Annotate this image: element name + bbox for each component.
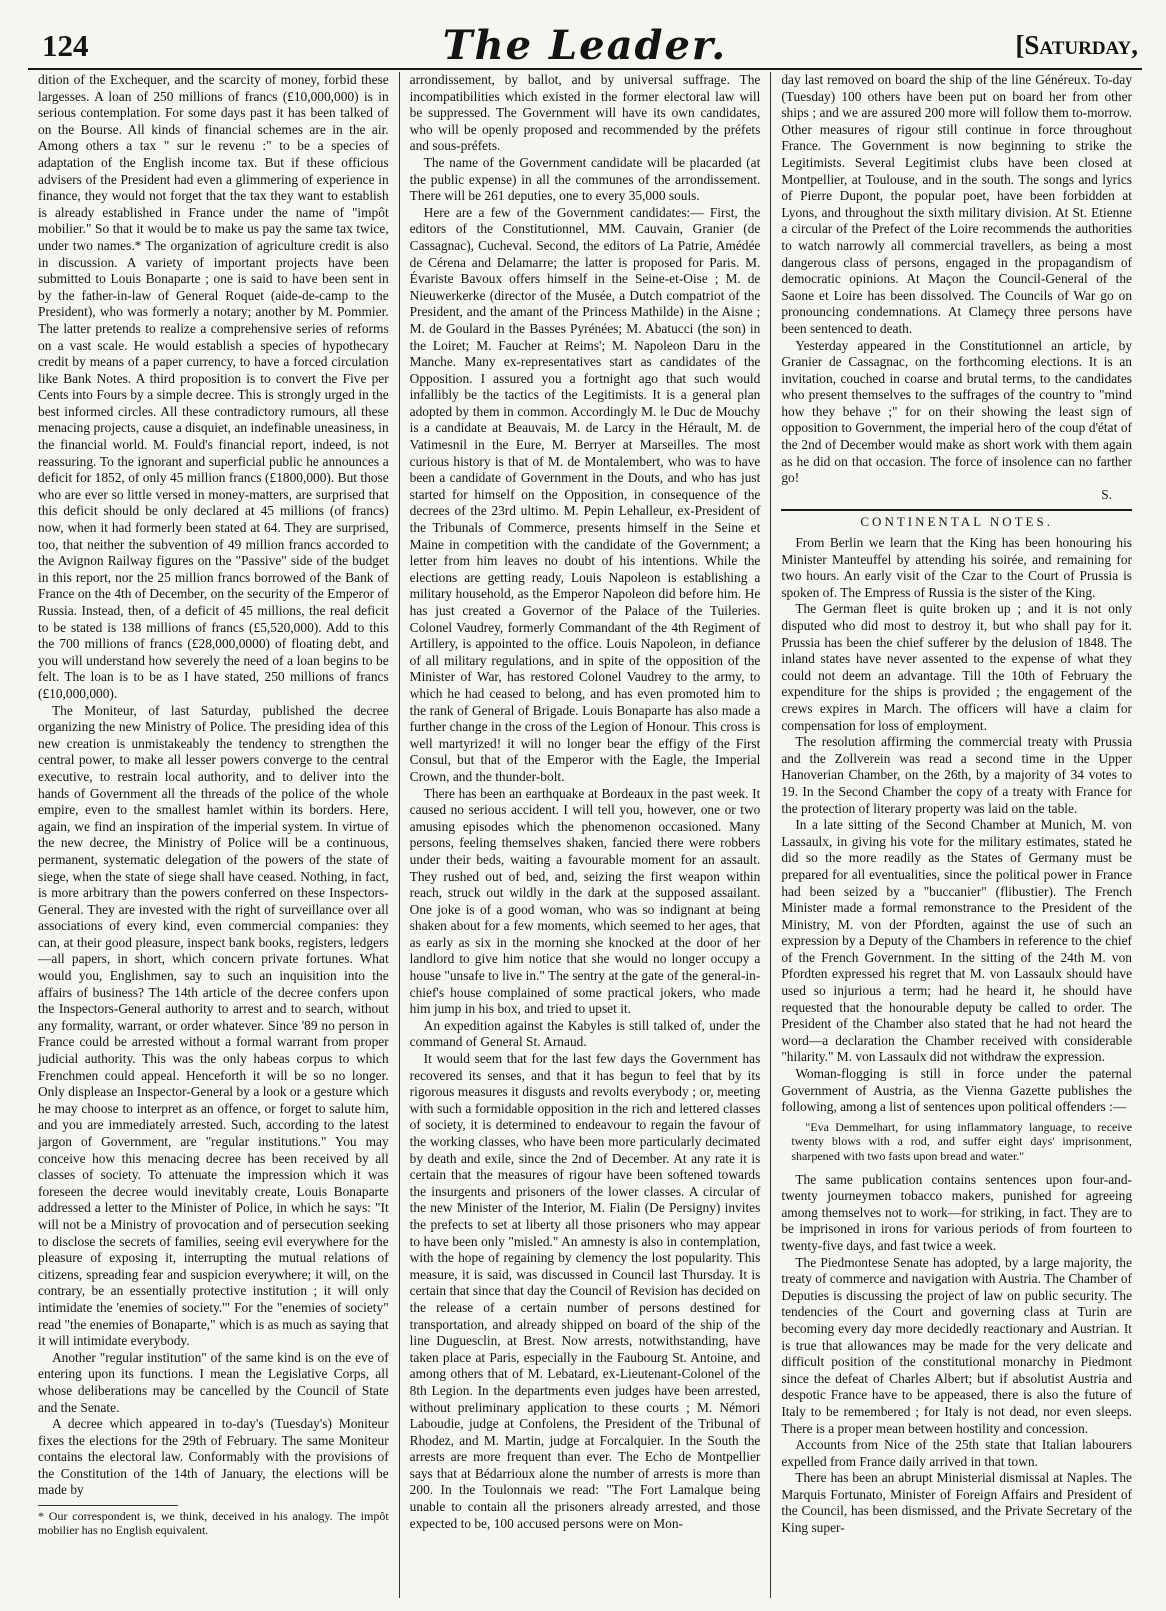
- footnote-divider: [38, 1505, 178, 1506]
- paragraph: The same publication contains sentences upon four-and-twenty journeymen tobacco makers, punished for agreeing among themselves not to work—for striking, in fact. They are to be imprisoned in irons for various periods of from fourteen to twenty-five days, and fast twice a week.: [781, 1171, 1133, 1253]
- paragraph: An expedition against the Kabyles is still talked of, under the command of General St. Arnaud.: [409, 1017, 761, 1050]
- paragraph: From Berlin we learn that the King has been honouring his Minister Manteuffel by attending his soirée, and remaining for two hours. An early visit of the Czar to the Court of Prussia is spoken of. The Empress of Russia is the sister of the King.: [781, 535, 1133, 600]
- issue-day: [Saturday,: [1015, 30, 1138, 60]
- column-3: [770, 72, 1142, 1598]
- page-number: 124: [42, 28, 89, 63]
- paragraph: Another "regular institution" of the same kind is on the eve of entering upon its functions. I mean the Legislative Corps, all whose deliberations may be cancelled by the Council of State and the Senate.: [38, 1349, 389, 1415]
- paragraph: In a late sitting of the Second Chamber at Munich, M. von Lassaulx, in giving his vote for the military estimates, stated he did so the more readily as the States of Germany must be prepared for all eventualities, since the political power in France had been seized by a "buccanier" (flibustier). The French Minister made a formal remonstrance to the President of the Ministry, M. von der Pfordten, against the use of such an expression by a Deputy of the Chambers in reference to the chief of the French Government. In the sitting of the 24th M. von Pfordten expressed his regret that M. von Lassaulx should have used so injurious a term; had he heard it, he should have requested that the honourable deputy be called to order. The President of the Chamber also stated that he had not heard the word—a declaration the Chamber received with considerable "hilarity." M. von Lassaulx did not withdraw the expression.: [781, 817, 1133, 1065]
- paragraph: Accounts from Nice of the 25th state that Italian labourers expelled from France daily arrived in that town.: [781, 1437, 1133, 1469]
- section-heading: CONTINENTAL NOTES.: [860, 514, 1053, 530]
- paragraph: There has been an abrupt Ministerial dismissal at Naples. The Marquis Fortunato, Minister of Foreign Affairs and President of the Council, has been dismissed, and the Private Secretary of the King super-: [781, 1470, 1133, 1536]
- newspaper-title: The Leader.: [442, 22, 728, 69]
- paragraph: dition of the Exchequer, and the scarcity of money, forbid these largesses. A loan of 250 millions of francs (£10,000,000) is in serious contemplation. For some days past it has been talked of on the Bourse. All kinds of financial schemes are in the air. Among others a tax " sur le revenu :" to be a species of adaptation of the English income tax. But if these officious advisers of the President had even a glimmering of experience in finance, they would not forget that the tax they want to establish is already established in France under the name of "impôt mobilier." So that it would be to make us pay the same tax twice, under two names.* The organization of agriculture credit is also in discussion. A variety of important projects have been submitted to Louis Bonaparte ; one is said to have been sent in by the father-in-law of General Roquet (aide-de-camp to the President), who was formerly a notary; another by M. Pommier. The latter pretends to realize a comprehensive series of reforms on a vast scale. He would establish a species of hypothecary credit by means of a paper currency, to have a forced circulation like Bank Notes. A third proposition is to convert the Five per Cents into Fours by a simple decree. This is strongly urged in the best informed circles. All these contradictory rumours, all these menacing projects, cause a disquiet, an indefinable uneasiness, in the financial world. M. Fould's financial report, indeed, is not reassuring. To the ignorant and superficial public he announces a deficit for 1852, of only 45 million francs (£1800,000). But those who are ever so little versed in money-matters, are surprised that this deficit should be only declared at 45 millions (of francs) now, when it had formerly been stated at 64. They are surprised, too, that neither the subvention of 49 million francs accorded to the Avignon Railway figures on the "Passive" side of the budget in this report, nor the 25 million francs borrowed of the Bank of France on the 4th of December, on the security of the Emperor of Russia. Instead, then, of a deficit of 45 millions, the real deficit to be stated is 138 millions of francs (£5,520,000). Add to this the 700 millions of francs (£28,000,0000) of floating debt, and you will understand how severely the need of a loan begins to be felt. The loan is to be as I have stated, 250 millions of francs (£10,000,000).: [38, 72, 389, 701]
- correspondent-signature: S.: [1101, 486, 1113, 502]
- section-divider: [781, 509, 1132, 511]
- paragraph: It would seem that for the last few days the Government has recovered its senses, and that it has begun to feel that by its rigorous measures it disgusts and revolts everybody ; or, meeting with such a formidable opposition in the rich and lettered classes of society, it is determined to endeavour to regain the favour of the working classes, who have been more particularly decimated by death and exile, since the 2nd of December. At any rate it is certain that the measures of rigour have been softened towards the insurgents and prisoners of the lower classes. A circular of the new Minister of the Interior, M. Fialin (De Persigny) invites the prefects to set at liberty all those prisoners who may appear to have been only "misled." An amnesty is also in contemplation, with the hope of regaining by clemency the lost popularity. This measure, it is said, was discussed in Council last Thursday. It is certain that since that day the Council of Revision has decided on the release of a certain number of persons destined for transportation, and already shipped on board of the ship of the line Duguesclin, at Brest. Now arrests, notwithstanding, have taken place at Paris, especially in the Faubourg St. Antoine, and among others that of M. Lebatard, ex-Lieutenant-Colonel of the 8th Legion. In the departments even judges have been arrested, without preliminary application to these courts ; M. Némori Laboudie, judge at Confolens, the President of the Tribunal of Rhodez, and M. Martin, judge at Forcalquier. In the South the arrests are more frequent than ever. The Echo de Montpellier says that at Bédarrioux alone the number of arrests is more than 200. In the Toulonnais we read: "The Fort Lamalque being unable to contain all the prisoners already arrested, and those expected to be, 100 accused persons were on Mon-: [409, 1051, 761, 1531]
- paragraph: There has been an earthquake at Bordeaux in the past week. It caused no serious accident. I will tell you, however, one or two amusing episodes which the phenomenon occasioned. Many persons, feeling themselves shaken, fancied there were robbers under their beds, waiting a favourable moment for an assault. They rushed out of bed, and, seizing the first weapon within reach, struck out wildly in the dark at the supposed assailant. One joke is of a good woman, who was so indignant at being shaken about for a few moments, which seemed to her ages, that as early as six in the morning she knocked at the door of her landlord to give him notice that she would no longer occupy a house "unsafe to live in." The sentry at the gate of the general-in-chief's house complained of some practical jokers, who made him jump in his box, and tried to upset it.: [409, 785, 761, 1017]
- column-2: [399, 72, 771, 1598]
- paragraph: day last removed on board the ship of the line Généreux. To-day (Tuesday) 100 others have been put on board her from other ships ; and we are assured 200 more will follow them to-morrow. Other measures of rigour still continue in force throughout France. The Government is now beginning to strike the Legitimists. Several Legitimist clubs have been closed at Montpellier, at Toulouse, and in the south. The songs and lyrics of Pierre Dupont, the popular poet, have been forbidden at Lyons, and throughout the sixth military division. At St. Etienne a circular of the Prefect of the Loire recommends the authorities to watch narrowly all commercial travellers, as being a most dangerous class of persons, engaged in the propagandism of democratic opinions. At Maçon the Council-General of the Saone et Loire has been dissolved. The Councils of War go on pronouncing condemnations. At Clameçy three persons have been sentenced to death.: [781, 72, 1133, 336]
- paragraph: Here are a few of the Government candidates:— First, the editors of the Constitutionnel, MM. Cauvain, Granier (de Cassagnac), Cucheval. Second, the editors of La Patrie, Amédée de Cérena and Delamarre; the latter is proposed for Paris. M. Évariste Bavoux offers himself in the Seine-et-Oise ; M. de Nieuwerkerke (director of the Musée, a Dutch compatriot of the President, and the amant of the Princess Mathilde) in the Aisne ; M. de Goulard in the Basses Pyrénées; M. Abatucci (the son) in the Loiret; M. Faucher at Reims'; M. Napoleon Daru in the Manche. Many ex-representatives start as candidates of the Opposition. I assured you a fortnight ago that such would infallibly be the tactics of the Legitimists. It is a general plan adopted by them in common. Accordingly M. le Duc de Mouchy is a candidate at Beauvais, M. de Larcy in the Hérault, M. de Vatimesnil in the Eure, M. Berryer at Marseilles. The most curious history is that of M. de Montalembert, who was to have been a candidate of Government in the Douts, and who has just started for himself on the Opposition, in consequence of the decrees of the 23rd ultimo. M. Pepin Lehalleur, ex-President of the Tribunals of Commerce, presents himself in the Seine et Maine in competition with the candidate of the Government; a letter from him leaves no doubt of his intentions. While the elections are getting ready, Louis Napoleon is establishing a military household, as the Emperor Napoleon did before him. He has just created a Governor of the Palace of the Tuileries. Colonel Vaudrey, formerly Commandant of the 4th Regiment of Artillery, is appointed to the office. Louis Napoleon, in defiance of all military regulations, and in spite of the opposition of the Minister of War, has restored Colonel Vaudrey to the army, to which he had ceased to belong, and has even promoted him to the rank of General of Brigade. Louis Bonaparte has also made a further change in the cross of the Legion of Honour. This cross is well martyrized! it will no longer bear the effigy of the First Consul, but that of the Emperor with the Eagle, the Imperial Crown, and the thunder-bolt.: [409, 204, 761, 784]
- paragraph: Woman-flogging is still in force under the paternal Government of Austria, as the Vienna Gazette publishes the following, among a list of sentences upon political offenders :—: [781, 1066, 1133, 1115]
- paragraph: The name of the Government candidate will be placarded (at the public expense) in all the communes of the arrondissement. There will be 261 deputies, one to every 35,000 souls.: [409, 154, 761, 204]
- paragraph: The resolution affirming the commercial treaty with Prussia and the Zollverein was read a second time in the Upper Hanoverian Chamber, on the 26th, by a majority of 34 votes to 19. In the Second Chamber the copy of a treaty with France for the protection of literary property was laid on the table.: [781, 734, 1133, 816]
- footnote: * Our correspondent is, we think, deceived in his analogy. The impôt mobilier has no English equivalent.: [38, 1509, 389, 1538]
- paragraph: The German fleet is quite broken up ; and it is not only disputed who did most to destroy it, but who shall pay for it. Prussia has been the chief sufferer by the delusion of 1848. The inland states have never assented to the expense of what they could not deem an advantage. Till the 10th of February the expenditure for the ships is provided ; the engagement of the crews expires in March. The officers will have a claim for compensation for loss of employment.: [781, 601, 1133, 733]
- paragraph: Yesterday appeared in the Constitutionnel an article, by Granier de Cassagnac, on the forthcoming elections. It is an invitation, couched in coarse and brutal terms, to the candidates who present themselves to the suffrages of the country to "mind how they behave ;" for on their showing the least sign of opposition to Government, the imperial hero of the coup d'état of the 2nd of December would make as short work with them again as he did on that occasion. The force of insolence can no farther go!: [781, 337, 1133, 486]
- paragraph: arrondissement, by ballot, and by universal suffrage. The incompatibilities which existed in the former electoral law will be suppressed. The Government will have its own candidates, who will be openly proposed and recommended by the préfets and sous-préfets.: [409, 72, 761, 154]
- masthead: [28, 24, 1142, 70]
- column-1: [28, 72, 399, 1598]
- paragraph: The Moniteur, of last Saturday, published the decree organizing the new Ministry of Police. The presiding idea of this new creation is unmistakeably the tendency to strengthen the central power, to make all lesser powers converge to the central executive, to restrain local authority, and to deliver into the hands of Government all the threads of the police of the whole empire, even to the smallest hamlet within its borders. Here, again, we find an inspiration of the imperial system. In virtue of the new decree, the Ministry of Police will be a continuous, permanent, systematic delegation of the powers of the state of siege, when the state of siege shall have ceased. Nothing, in fact, is more arbitrary than the powers conferred on these Inspectors-General. They are invested with the right of surveillance over all associations of every kind, even commercial companies: they can, at their good pleasure, inspect bank books, registers, ledgers—all papers, in short, which concern private fortunes. What would you, Englishmen, say to such an inquisition into the affairs of business? The 14th article of the decree confers upon the Inspectors-General authority to arrest and to search, without any formality, warrant, or order whatever. Since '89 no person in France could be arrested without a formal warrant from proper judicial authority. This was the only habeas corpus to which Frenchmen could appeal. Henceforth it will be so no longer. Only displease an Inspector-General by a look or a gesture which he may choose to interpret as an offence, or forget to salute him, and you are immediately arrested. Such, according to the latest jargon of Government, are "regular institutions." You may conceive how this menacing decree has been received by all classes of society. To attenuate the impression which it was foreseen the decree would inevitably create, Louis Bonaparte addressed a letter to the Minister of Police, in which he says: "It will not be a Ministry of provocation and of persecution seeking to disclose the secrets of families, seeing evil everywhere for the pleasure of exposing it, interrupting the mutual relations of citizens, spreading fear and suspicion everywhere; it will, on the contrary, be an essentially protective institution ; it will only intimidate the 'enemies of society.'" For the "enemies of society" read "the enemies of Bonaparte," which is as much as saying that it will intimidate everybody.: [38, 702, 389, 1349]
- article-columns: [28, 72, 1142, 1598]
- paragraph: The Piedmontese Senate has adopted, by a large majority, the treaty of commerce and navigation with Austria. The Chamber of Deputies is discussing the project of law on public security. The tendencies of the Court and governing class at Turin are becoming every day more decidedly reactionary and Austrian. It is true that allowances may be made for the very delicate and difficult position of the constitutional monarchy in Piedmont since the defeat of Charles Albert; but if absolutist Austria and despotic France have to be appeased, there is also the future of Italy to be remembered ; for Italy is not dead, nor even sleeps. There is a proper mean between hostility and concession.: [781, 1254, 1133, 1436]
- block-quote: "Eva Demmelhart, for using inflammatory language, to receive twenty blows with a rod, and suffer eight days' imprisonment, sharpened with two fasts upon bread and water.": [791, 1119, 1133, 1163]
- paragraph: A decree which appeared in to-day's (Tuesday's) Moniteur fixes the elections for the 29th of February. The same Moniteur contains the electoral law. Conformably with the provisions of the Constitution of the 14th of January, the elections will be made by: [38, 1416, 389, 1498]
